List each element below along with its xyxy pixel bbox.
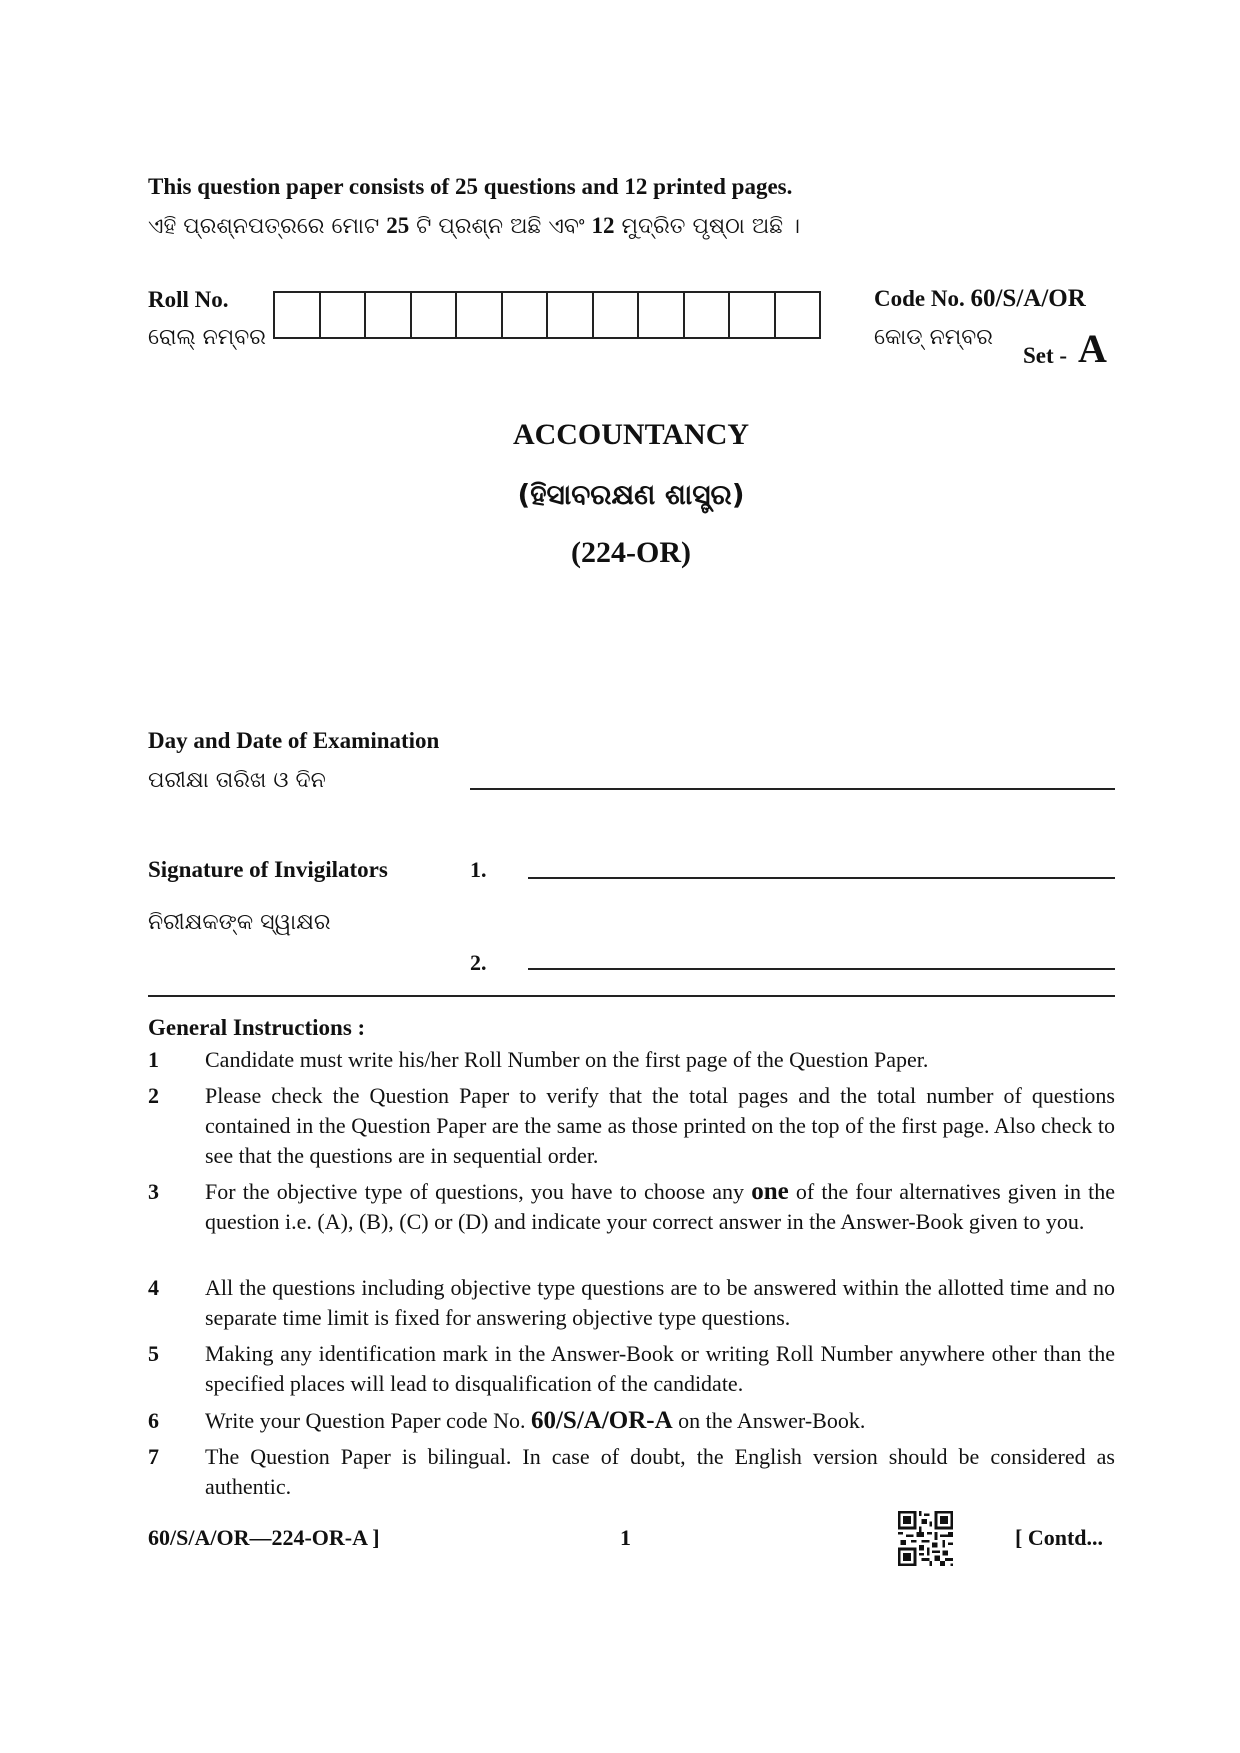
roll-digit-box[interactable] [776, 293, 820, 337]
invigilator-slot-2-number: 2. [470, 950, 487, 975]
instruction-item: 3 For the objective type of questions, you have to choose any one of the four alternatives given in the question i.e. (A), (B), (C) or (D) and indicate your correct answer in the Answer-Book given to you. [148, 1178, 1115, 1234]
code-number: Code No. 60/S/A/OR [874, 285, 1086, 312]
instruction-item: 2 Please check the Question Paper to verify that the total pages and the total number of questions contained in the Question Paper are the same as those printed on the top of the first page. Also check to see that the questions are in sequential order. [148, 1083, 1115, 1168]
invigilator-signature-line-1[interactable] [528, 877, 1115, 879]
footer-page-number: 1 [620, 1525, 631, 1550]
roll-digit-box[interactable] [639, 293, 685, 337]
exam-date-input-line[interactable] [470, 788, 1115, 790]
roll-digit-box[interactable] [275, 293, 321, 337]
instruction-item: 6 Write your Question Paper code No. 60/S/A/OR-A on the Answer-Book. [148, 1407, 866, 1434]
roll-digit-box[interactable] [457, 293, 503, 337]
footer-paper-code: 60/S/A/OR—224-OR-A ] [148, 1525, 380, 1550]
code-label-odia: କୋଡ୍ ନମ୍ବର [874, 325, 993, 350]
roll-digit-box[interactable] [685, 293, 731, 337]
set-value: A [1078, 326, 1107, 371]
roll-digit-box[interactable] [503, 293, 549, 337]
subject-title: ACCOUNTANCY [512, 418, 750, 451]
intro-line-english: This question paper consists of 25 questions and 12 printed pages. [148, 174, 793, 199]
subject-code: (224-OR) [571, 536, 691, 569]
invigilator-slot-1-number: 1. [470, 857, 487, 882]
page-count: 12 [591, 213, 615, 238]
roll-number-boxes[interactable] [273, 291, 821, 339]
intro-line-odia: ଏହି ପ୍ରଶ୍ନପତ୍ରରେ ମୋଟ 25 ଟି ପ୍ରଶ୍ନ ଅଛି ଏବଂ 12 ମୁଦ୍ରିତ ପୃଷ୍ଠା ଅଛି । [148, 213, 801, 239]
instruction-item: 7 The Question Paper is bilingual. In case of doubt, the English version should be considered as authentic. [148, 1444, 1115, 1499]
roll-label-english: Roll No. [148, 287, 229, 312]
roll-digit-box[interactable] [321, 293, 367, 337]
instruction-item: 4 All the questions including objective type questions are to be answered within the allotted time and no separate time limit is fixed for answering objective type questions. [148, 1275, 1115, 1330]
invigilator-signature-line-2[interactable] [528, 968, 1115, 970]
footer-continued: [ Contd... [1015, 1525, 1104, 1550]
instruction-item: 5 Making any identification mark in the Answer-Book or writing Roll Number anywhere other than the specified places will lead to disqualification of the candidate. [148, 1341, 1115, 1396]
section-divider [148, 995, 1115, 997]
roll-label-odia: ରୋଲ୍ ନମ୍ବର [148, 325, 266, 350]
code-value: 60/S/A/OR [970, 285, 1086, 312]
invigilator-signature-label-odia: ନିରୀକ୍ଷକଙ୍କ ସ୍ୱାକ୍ଷର [148, 910, 331, 935]
subject-title-odia: (ହିସାବରକ୍ଷଣ ଶାସ୍ତ୍ର) [517, 478, 745, 511]
exam-date-label-odia: ପରୀକ୍ଷା ତାରିଖ ଓ ଦିନ [148, 768, 326, 793]
qr-code-icon [898, 1511, 953, 1566]
roll-digit-box[interactable] [366, 293, 412, 337]
roll-digit-box[interactable] [412, 293, 458, 337]
set-label: Set - [1023, 343, 1068, 368]
roll-digit-box[interactable] [548, 293, 594, 337]
instruction-item: 1 Candidate must write his/her Roll Number on the first page of the Question Paper. [148, 1047, 929, 1072]
exam-date-label: Day and Date of Examination [148, 728, 440, 753]
instructions-title: General Instructions : [148, 1015, 366, 1040]
roll-digit-box[interactable] [730, 293, 776, 337]
question-count: 25 [386, 213, 410, 238]
invigilator-signature-label: Signature of Invigilators [148, 857, 388, 882]
roll-digit-box[interactable] [594, 293, 640, 337]
